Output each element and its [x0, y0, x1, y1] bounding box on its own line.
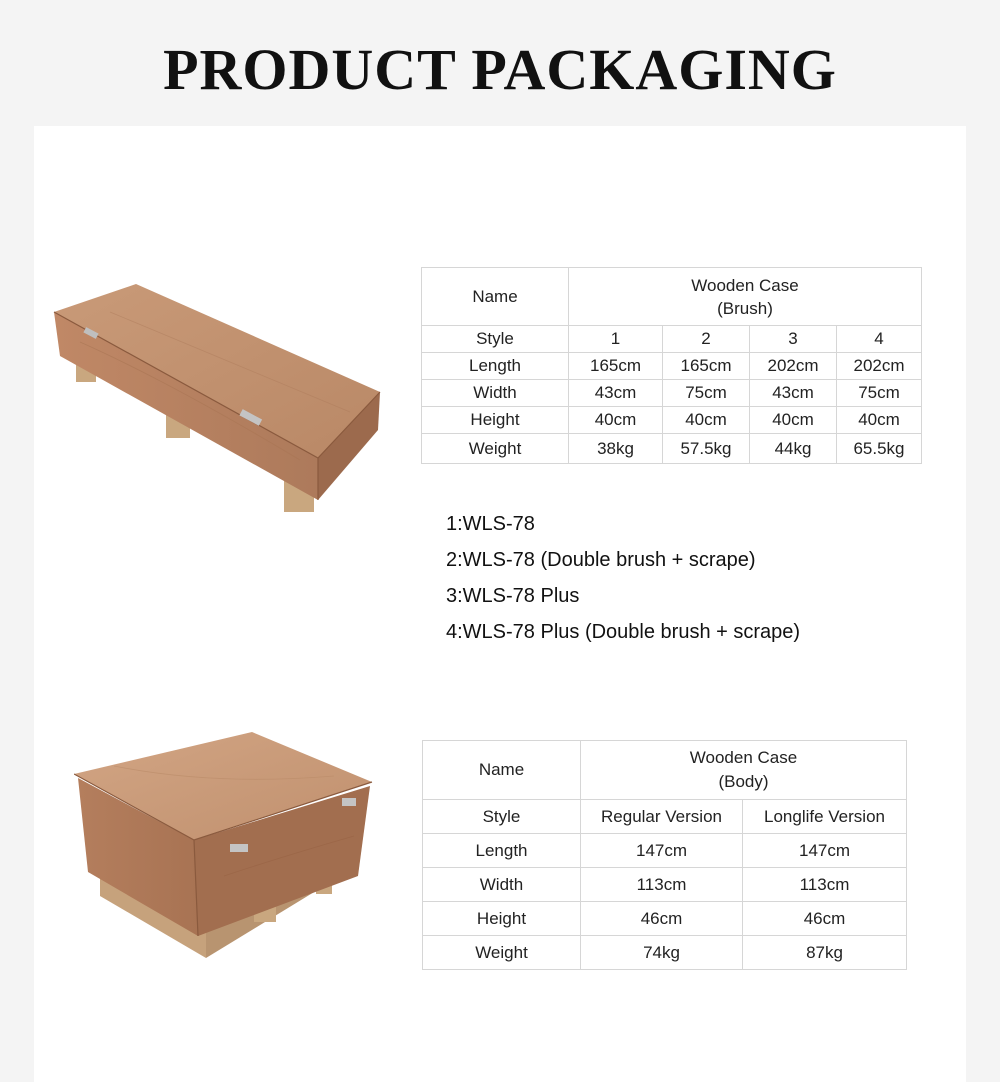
table-cell: 40cm — [837, 407, 922, 434]
table-row — [422, 326, 922, 353]
name-header: Name — [422, 268, 569, 326]
table-cell: 65.5kg — [837, 434, 922, 464]
table-cell: 57.5kg — [663, 434, 750, 464]
table-cell: 202cm — [837, 353, 922, 380]
table-cell: 87kg — [743, 936, 907, 970]
table-cell: 1 — [569, 326, 663, 353]
row-label: Style — [423, 800, 581, 834]
legend-item: 4:WLS-78 Plus (Double brush + scrape) — [446, 621, 801, 643]
row-label: Height — [422, 407, 569, 434]
row-label: Weight — [422, 434, 569, 464]
table-header-row — [422, 268, 922, 326]
table-cell: Regular Version — [581, 800, 743, 834]
table-row — [422, 434, 922, 464]
table-row — [423, 868, 907, 902]
table-cell: 202cm — [750, 353, 837, 380]
table-row — [423, 834, 907, 868]
body-case-spec-table — [422, 740, 907, 970]
row-label: Weight — [423, 936, 581, 970]
table-row — [423, 902, 907, 936]
table-cell: 113cm — [581, 868, 743, 902]
table-cell: 40cm — [663, 407, 750, 434]
table-cell: 43cm — [750, 380, 837, 407]
row-label: Width — [422, 380, 569, 407]
table-cell: 40cm — [569, 407, 663, 434]
name-header: Name — [423, 741, 581, 800]
table-cell: 113cm — [743, 868, 907, 902]
table-header-row — [423, 741, 907, 800]
row-label: Height — [423, 902, 581, 936]
row-label: Style — [422, 326, 569, 353]
brush-case-spec-table — [421, 267, 922, 464]
body-wooden-crate-image — [74, 726, 380, 966]
table-cell: 2 — [663, 326, 750, 353]
table-row — [423, 800, 907, 834]
table-cell: Longlife Version — [743, 800, 907, 834]
table-cell: 43cm — [569, 380, 663, 407]
table-row — [422, 407, 922, 434]
row-label: Width — [423, 868, 581, 902]
table-cell: 147cm — [581, 834, 743, 868]
table-cell: 44kg — [750, 434, 837, 464]
row-label: Length — [422, 353, 569, 380]
table-cell: 40cm — [750, 407, 837, 434]
legend-item: 3:WLS-78 Plus — [446, 585, 580, 607]
row-label: Length — [423, 834, 581, 868]
table-cell: 38kg — [569, 434, 663, 464]
table-cell: 75cm — [837, 380, 922, 407]
table-cell: 46cm — [743, 902, 907, 936]
table-row — [423, 936, 907, 970]
table-cell: 165cm — [569, 353, 663, 380]
table-cell: 74kg — [581, 936, 743, 970]
case-header: Wooden Case (Brush) — [569, 268, 922, 326]
table-cell: 46cm — [581, 902, 743, 936]
legend-item: 1:WLS-78 — [446, 513, 535, 535]
legend-item: 2:WLS-78 (Double brush + scrape) — [446, 549, 756, 571]
brush-wooden-crate-image — [50, 282, 390, 522]
table-row — [422, 353, 922, 380]
table-cell: 3 — [750, 326, 837, 353]
table-row — [422, 380, 922, 407]
case-header: Wooden Case (Body) — [581, 741, 907, 800]
table-cell: 165cm — [663, 353, 750, 380]
table-cell: 147cm — [743, 834, 907, 868]
table-cell: 4 — [837, 326, 922, 353]
page-title: PRODUCT PACKAGING — [163, 37, 837, 102]
table-cell: 75cm — [663, 380, 750, 407]
model-legend — [446, 512, 800, 656]
